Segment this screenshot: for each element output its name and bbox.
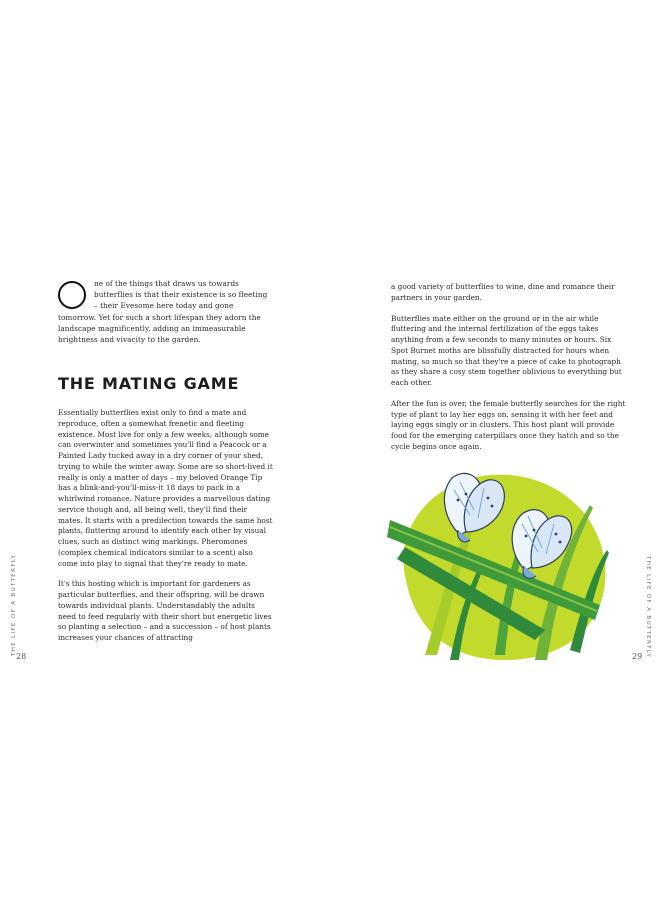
- left-body-text: [58, 408, 273, 654]
- page-number-right: 29: [632, 652, 643, 661]
- section-heading: THE MATING GAME: [58, 374, 240, 393]
- page-number-left: 28: [16, 652, 27, 661]
- paragraph: Essentially butterflies exist only to find a mate and reproduce, often a somewhat frenetic and fleeting existence. Most live for only a few weeks, although some can overwinter and sometimes you'll find a Peacock or a Painted Lady tucked away in a dry corner of your shed, trying to while the winter away. Some are so short-lived it really is only a matter of days – my beloved Orange Tip has a blink-and-you'll-miss-it 18 days to pack in a whirlwind romance. Nature provides a marvellous dating service though and, all being well, they'll find their mates. It starts with a predilection towards the same host plants, fluttering around to identify each other by visual clues, such as distinct wing markings. Pheromones (complex chemical indicators similar to a scent) also come into play to signal that they're ready to mate.: [58, 408, 273, 568]
- paragraph: Butterflies mate either on the ground or in the air while fluttering and the internal fertilization of the eggs takes anything from a few seconds to many minutes or hours. Six Spot Burnet moths are blissfully distracted for hours when mating, so much so that they're a piece of cake to photograph as they share a cosy stem together oblivious to everything but each other.: [391, 313, 622, 387]
- running-head-right: THE LIFE OF A BUTTERFLY: [645, 556, 651, 659]
- paragraph: After the fun is over, the female butterfly searches for the right type of plant to lay her eggs on, sensing it with her feet and laying eggs singly or in clusters. This host plant will provide food for the emerging caterpillars once they hatch and so the cycle begins once again.: [391, 398, 626, 451]
- drop-cap-o: [58, 281, 86, 309]
- intro-paragraph: [58, 278, 273, 345]
- right-page: [330, 0, 660, 904]
- butterflies-on-grass-illustration: [385, 455, 615, 665]
- running-head-left: THE LIFE OF A BUTTERFLY: [11, 553, 17, 656]
- paragraph: It's this hosting which is important for gardeners as particular butterflies, and their offspring, will be drawn towards individual plants. Understandably the adults need to feed regularly with their short but energetic lives so planting a selection – and a succession – of host plants increases your chances of attracting: [58, 579, 272, 642]
- paragraph: a good variety of butterflies to wine, dine and romance their partners in your garden.: [391, 282, 615, 302]
- intro-text: ne of the things that draws us towards butterflies is that their existence is so fleeting – their Evesome here today and gone tomorrow. Yet for such a short lifespan they adorn the landscape magnificently, adding an immeasurable brightness and vivacity to the garden.: [58, 279, 268, 345]
- right-body-text: [391, 282, 629, 463]
